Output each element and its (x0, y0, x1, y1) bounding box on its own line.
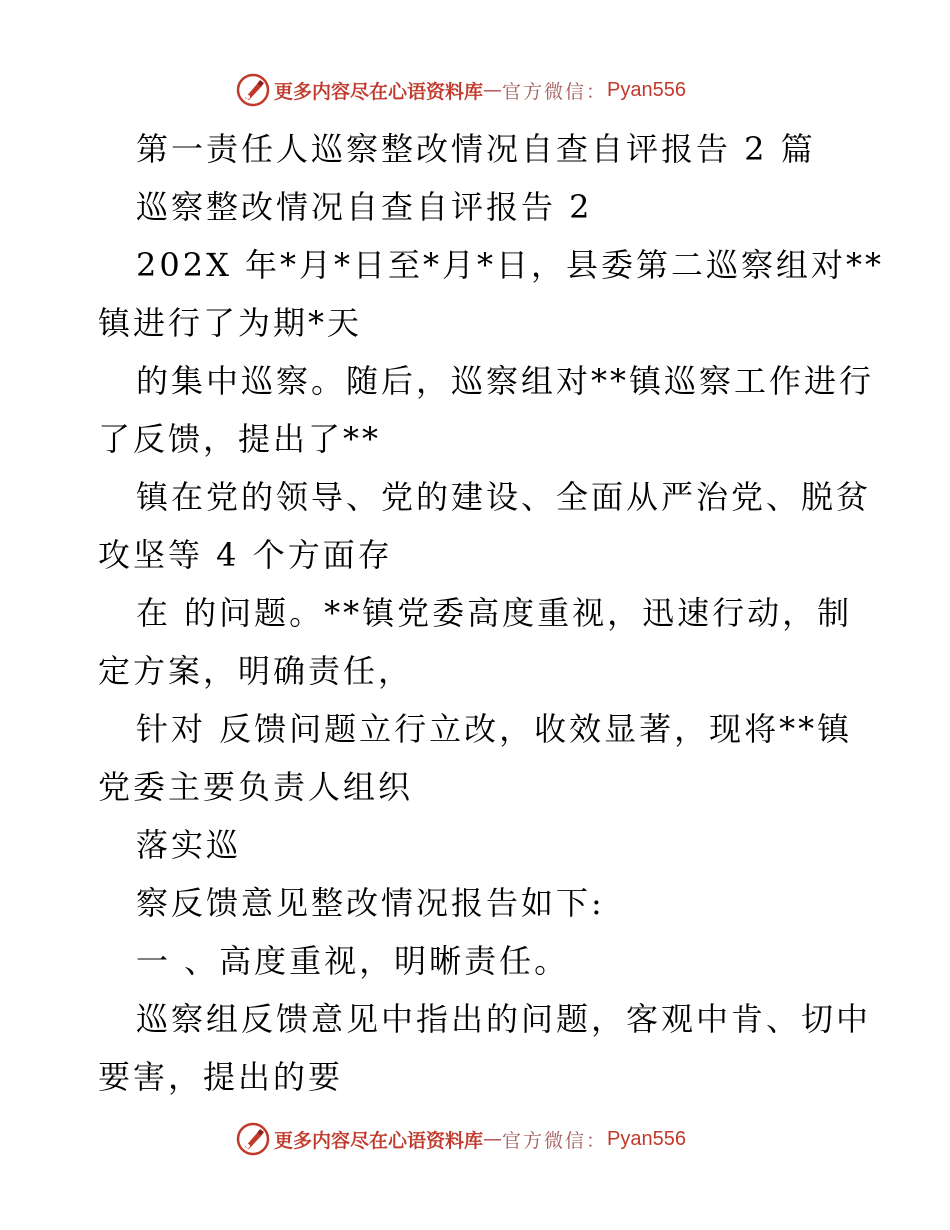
watermark-brand: 更多内容尽在心语资料库 (274, 80, 484, 103)
paragraph-line: 察反馈意见整改情况报告如下: (136, 884, 605, 922)
paragraph-line: 在 的问题。**镇党委高度重视，迅速行动，制 (136, 594, 853, 632)
paragraph-line: 镇在党的领导、党的建设、全面从严治党、脱贫 (136, 478, 872, 516)
watermark-brand: 更多内容尽在心语资料库 (274, 1129, 484, 1152)
paragraph-line: 巡察组反馈意见中指出的问题，客观中肯、切中 (136, 1000, 872, 1038)
footer-watermark (236, 1121, 686, 1157)
paragraph-line: 的集中巡察。随后，巡察组对**镇巡察工作进行 (136, 362, 875, 400)
paragraph-line: 党委主要负责人组织 (98, 768, 414, 806)
paragraph-line: 落实巡 (136, 826, 242, 864)
header-watermark (236, 72, 686, 108)
document-subtitle: 巡察整改情况自查自评报告 2 (136, 188, 593, 226)
watermark-id: Pyan556 (607, 1127, 686, 1150)
paragraph-line: 要害，提出的要 (98, 1058, 344, 1096)
watermark-label: 官方微信： (502, 80, 608, 103)
document-body (98, 120, 885, 1106)
pen-nib-logo-icon (236, 73, 270, 107)
section-heading: 一 、高度重视，明晰责任。 (136, 942, 570, 980)
paragraph-line: 定方案，明确责任， (98, 652, 414, 690)
paragraph-line: 针对 反馈问题立行立改，收效显著，现将**镇 (136, 710, 853, 748)
watermark-separator: — (483, 1128, 503, 1150)
paragraph-line: 攻坚等 4 个方面存 (98, 536, 393, 574)
paragraph-line: 202X 年*月*日至*月*日，县委第二巡察组对** (136, 246, 885, 284)
pen-nib-logo-icon (236, 1122, 270, 1156)
paragraph-line: 了反馈，提出了** (98, 420, 382, 458)
watermark-id: Pyan556 (607, 78, 686, 101)
document-title: 第一责任人巡察整改情况自查自评报告 2 篇 (136, 130, 816, 168)
paragraph-line: 镇进行了为期*天 (98, 304, 363, 342)
watermark-label: 官方微信： (502, 1129, 608, 1152)
watermark-separator: — (483, 79, 503, 101)
